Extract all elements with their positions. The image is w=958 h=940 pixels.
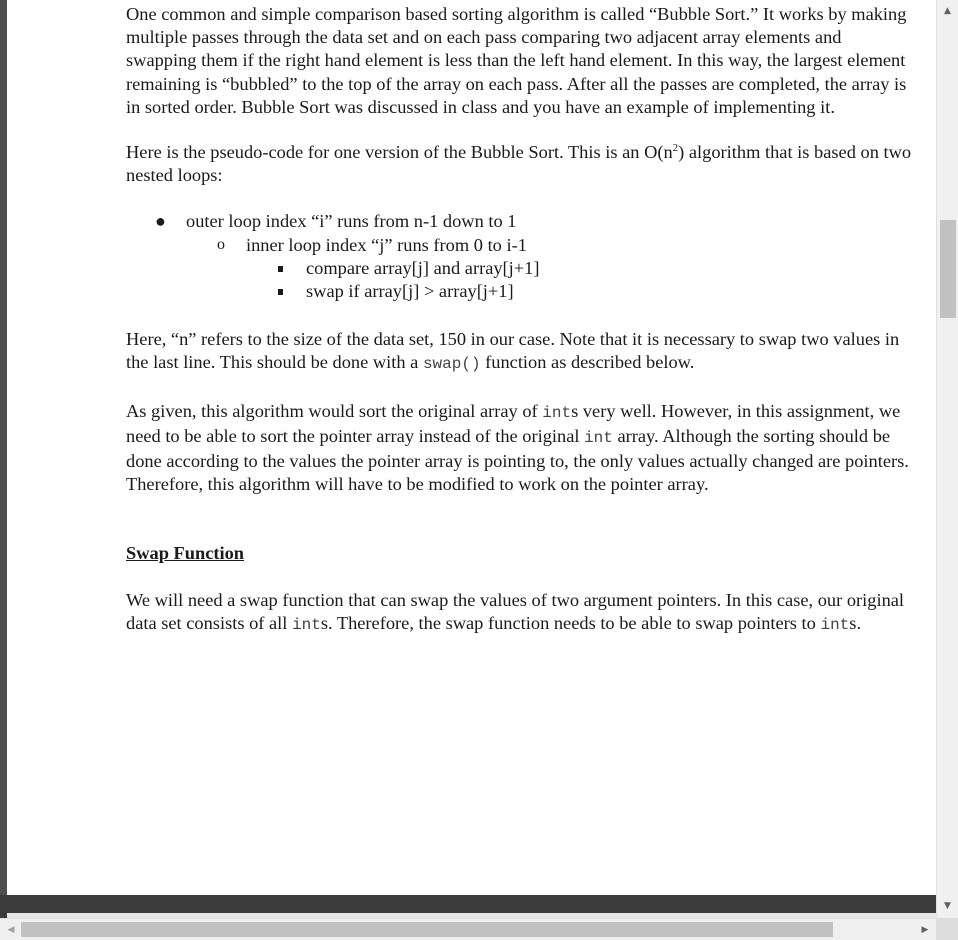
document-page	[7, 0, 936, 895]
paragraph-text: s. Therefore, the swap function needs to be able to swap pointers to	[320, 612, 821, 633]
paragraph-text: We will need a swap function that can swap the values of two argument pointers. In this case, our original data set consists of all	[126, 589, 905, 633]
paragraph-text: Here is the pseudo-code for one version of the Bubble Sort. This is an O(n	[126, 142, 673, 163]
page-bottom-shadow	[0, 895, 936, 918]
code-int: int	[820, 615, 850, 634]
paragraph-text: Here, “n” refers to the size of the data set, 150 in our case. Note that it is necessary to swap two values in the last line. This should be done with a	[126, 329, 900, 373]
scroll-left-arrow-icon[interactable]: ◀	[7, 924, 15, 935]
document-content	[126, 3, 916, 637]
paragraph-text: s.	[849, 612, 862, 633]
horizontal-scroll-thumb[interactable]	[21, 922, 833, 937]
bullet-square-icon	[278, 289, 283, 295]
paragraph-swap-function	[126, 589, 916, 637]
paragraph-text: function as described below.	[480, 352, 695, 373]
paragraph-intro: One common and simple comparison based sorting algorithm is called “Bubble Sort.” It works by making multiple passes through the data set and on each pass comparing two adjacent array elements and swapping them if the right hand element is less than the left hand element. In this way, the largest element remaining is “bubbled” to the top of the array on each pass. After all the passes are completed, the array is in sorted order. Bubble Sort was discussed in class and you have an example of implementing it.	[126, 4, 907, 117]
scroll-up-arrow-icon[interactable]: ▲	[944, 6, 951, 16]
pseudocode-list	[126, 210, 916, 303]
superscript: 2	[672, 141, 679, 154]
paragraph-text: s very well. However, in this assignment, we need to be able to sort the pointer array instead of the original	[126, 400, 901, 446]
scrollbar-corner	[936, 918, 958, 940]
list-item-text: inner loop index “j” runs from 0 to i-1	[246, 234, 527, 255]
list-item-compare	[126, 257, 916, 280]
list-item-text: outer loop index “i” runs from n-1 down to 1	[186, 211, 517, 232]
paragraph-n-definition	[126, 328, 916, 376]
vertical-scrollbar[interactable]	[936, 0, 958, 918]
list-item-outer-loop	[126, 210, 916, 233]
paragraph-pseudocode-intro	[126, 141, 916, 187]
paragraph-text: array. Although the sorting should be done according to the values the pointer array is pointing to, the only values actually changed are pointers. Therefore, this algorithm will have to be modified to work on the pointer array.	[126, 425, 909, 495]
list-item-text: compare array[j] and array[j+1]	[306, 257, 540, 278]
list-item-inner-loop	[126, 234, 916, 257]
horizontal-scrollbar[interactable]	[0, 918, 936, 940]
bullet-square-icon	[278, 266, 283, 272]
bullet-disc-icon: ●	[155, 211, 166, 232]
code-int: int	[542, 403, 572, 422]
code-swap: swap()	[422, 355, 481, 374]
code-int: int	[584, 428, 613, 447]
section-heading-swap-function: Swap Function	[126, 543, 245, 564]
scroll-down-arrow-icon[interactable]: ▼	[944, 901, 951, 911]
code-int: int	[292, 615, 321, 634]
paragraph-text: As given, this algorithm would sort the original array of	[126, 400, 543, 421]
viewer-left-edge	[0, 0, 7, 895]
paragraph-text: ) algorithm that is based on two nested loops:	[126, 142, 912, 186]
scroll-right-arrow-icon[interactable]: ▶	[921, 924, 929, 935]
list-item-text: swap if array[j] > array[j+1]	[306, 281, 514, 302]
paragraph-pointer-array	[126, 400, 916, 497]
bullet-circle-icon: o	[217, 235, 225, 253]
list-item-swap	[126, 280, 916, 303]
vertical-scroll-thumb[interactable]	[940, 220, 956, 318]
